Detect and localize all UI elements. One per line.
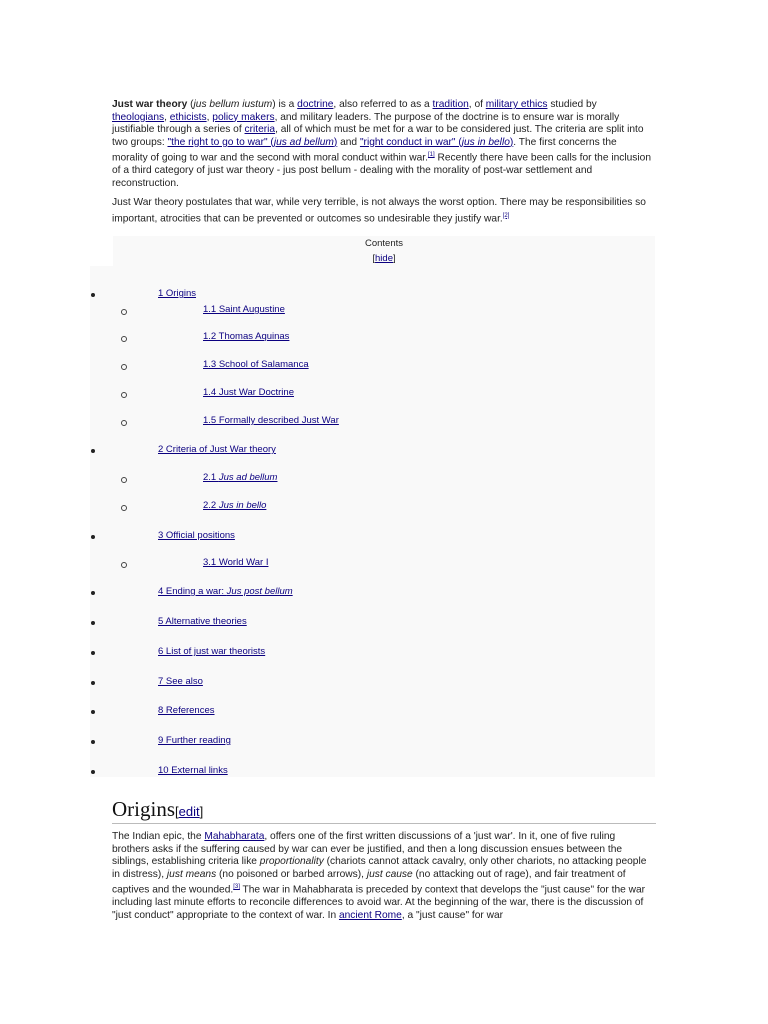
circle-bullet-icon (121, 364, 127, 370)
circle-bullet-icon (121, 477, 127, 483)
bullet-icon (91, 681, 95, 685)
edit-section: [edit] (175, 804, 204, 819)
toc-side-panel (90, 266, 114, 777)
circle-bullet-icon (121, 392, 127, 398)
toc-item[interactable]: 9 Further reading (158, 735, 231, 746)
link-criteria[interactable]: criteria (244, 124, 276, 136)
section-heading-origins: Origins[edit] (112, 797, 204, 821)
toc-item[interactable]: 2.1 Jus ad bellum (203, 472, 278, 483)
term: Just war theory (112, 99, 188, 110)
toc-title: Contents (364, 238, 404, 249)
origins-paragraph: The Indian epic, the Mahabharata, offers one of the first written discussions of a 'just war'. In it, one of five ruling brothers asks if the suffering caused by war can ever be justified, and then a long discussion ensues between the siblings, establishing criteria like proportionality (chariots cannot attack cavalry, only other chariots, no attacking people in distress), just means (no poisoned or barbed arrows), just cause (no attacking out of rage), and fair treatment of captives and the wounded.[3] The war in Mahabharata is preceded by context that develops the "just cause" for the war including last minute efforts to reconcile differences to avoid war. At the beginning of the war, there is the discussion of "just conduct" appropriate to the context of war. In ancient Rome, a "just cause" for war (112, 831, 647, 921)
toc-item[interactable]: 1.1 Saint Augustine (203, 304, 285, 315)
bullet-icon (91, 535, 95, 539)
link-mahabharata[interactable]: Mahabharata (204, 831, 265, 842)
bullet-icon (91, 591, 95, 595)
bullet-icon (91, 293, 95, 297)
toc-item[interactable]: 2 Criteria of Just War theory (158, 444, 276, 455)
link-ancient-rome[interactable]: ancient Rome (338, 909, 402, 921)
link-ethicists[interactable]: ethicists (169, 111, 207, 123)
toc-item[interactable]: 6 List of just war theorists (158, 646, 266, 657)
link-policy-makers[interactable]: policy makers (212, 111, 275, 123)
toc-item[interactable]: 7 See also (158, 676, 203, 687)
link-military-ethics[interactable]: military ethics (485, 99, 548, 110)
second-paragraph: Just War theory postulates that war, while very terrible, is not always the worst option. There may be responsibilities so important, atrocities that can be prevented or outcomes so undesirable they justify war.[2] (112, 197, 646, 224)
circle-bullet-icon (121, 505, 127, 511)
toc-item[interactable]: 5 Alternative theories (158, 616, 247, 627)
link-right-conduct-in-war[interactable]: "right conduct in war" (jus in bello) (359, 136, 514, 148)
toc-item[interactable]: 3 Official positions (158, 530, 235, 541)
circle-bullet-icon (121, 309, 127, 315)
bullet-icon (91, 710, 95, 714)
circle-bullet-icon (121, 420, 127, 426)
reference-link[interactable]: [2] (502, 212, 510, 219)
bullet-icon (91, 740, 95, 744)
bullet-icon (91, 651, 95, 655)
heading-divider (112, 823, 656, 824)
toc-item[interactable]: 1 Origins (158, 288, 197, 299)
bullet-icon (91, 449, 95, 453)
bullet-icon (91, 621, 95, 625)
link-right-to-go-to-war[interactable]: "the right to go to war" (jus ad bellum) (167, 136, 338, 148)
toc-item[interactable]: 4 Ending a war: Jus post bellum (158, 586, 293, 597)
toc-hide-toggle: [hide] (372, 253, 396, 264)
table-of-contents (113, 236, 655, 777)
toc-item[interactable]: 1.2 Thomas Aquinas (203, 331, 290, 342)
reference-link[interactable]: [3] (233, 884, 240, 891)
toc-item[interactable]: 2.2 Jus in bello (203, 500, 267, 511)
toc-item[interactable]: 1.4 Just War Doctrine (203, 387, 294, 398)
intro-paragraph: Just war theory (jus bellum iustum) is a doctrine, also referred to as a tradition, of military ethics studied by theologians, ethicists, policy makers, and military leaders. The purpose of the doctrine is to ensure war is morally justifiable through a series of criteria, all of which must be met for a war to be considered just. The criteria are split into two groups: "the right to go to war" (jus ad bellum) and "right conduct in war" (jus in bello). The first concerns the morality of going to war and the second with moral conduct within war.[1] Recently there have been calls for the inclusion of a third category of just war theory - jus post bellum - dealing with the morality of post-war settlement and reconstruction. (112, 99, 651, 189)
toc-item[interactable]: 8 References (158, 705, 215, 716)
reference-link[interactable]: [1] (427, 152, 435, 159)
toc-hide-link[interactable]: hide (375, 253, 393, 264)
toc-item[interactable]: 1.3 School of Salamanca (203, 359, 309, 370)
link-theologians[interactable]: theologians (112, 111, 165, 123)
bullet-icon (91, 770, 95, 774)
circle-bullet-icon (121, 336, 127, 342)
toc-item[interactable]: 3.1 World War I (203, 557, 269, 568)
toc-item[interactable]: 10 External links (158, 765, 228, 776)
link-doctrine[interactable]: doctrine (297, 99, 334, 110)
circle-bullet-icon (121, 562, 127, 568)
link-tradition[interactable]: tradition (432, 99, 469, 110)
edit-link[interactable]: edit (178, 804, 200, 819)
toc-item[interactable]: 1.5 Formally described Just War (203, 415, 339, 426)
